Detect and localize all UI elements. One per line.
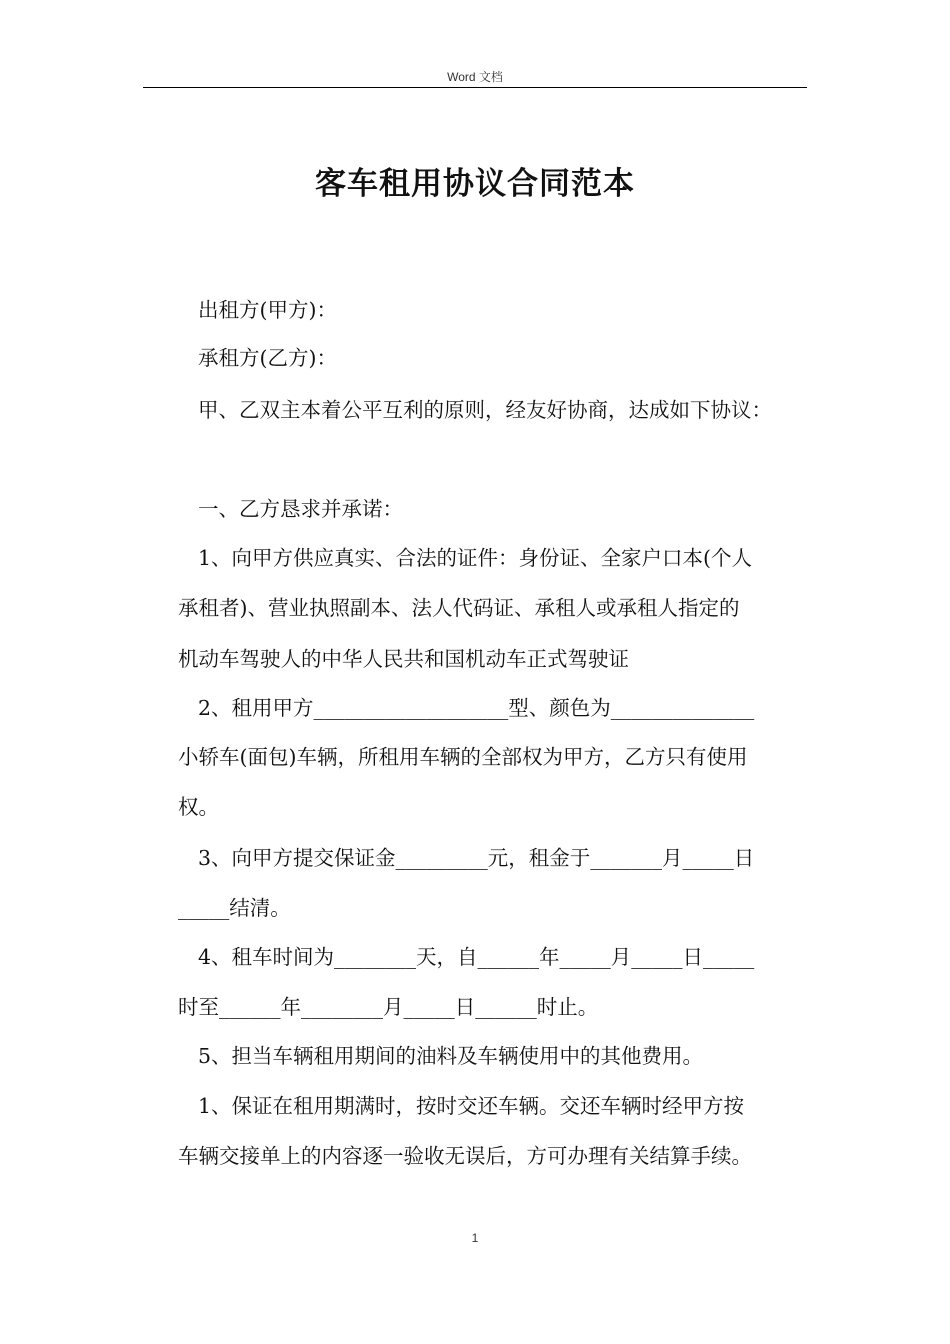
- clause-1-line-3: 机动车驾驶人的中华人民共和国机动车正式驾驶证: [178, 647, 629, 671]
- clause-1-line-2: 承租者)、营业执照副本、法人代码证、承租人或承租人指定的: [178, 596, 740, 620]
- clause-2-line-1: 2、租用甲方___________________型、颜色为______________: [198, 696, 755, 720]
- return-clause-line-2: 车辆交接单上的内容逐一验收无误后，方可办理有关结算手续。: [178, 1144, 752, 1168]
- paragraph-lessor: 出租方(甲方)：: [198, 298, 337, 322]
- clause-4-line-1: 4、租车时间为________天，自______年_____月_____日_____: [198, 945, 755, 969]
- return-clause-line-1: 1、保证在租用期满时，按时交还车辆。交还车辆时经甲方按: [198, 1094, 745, 1118]
- page-number: 1: [471, 1231, 479, 1245]
- clause-2-line-3: 权。: [178, 795, 219, 819]
- clause-2-line-2: 小轿车(面包)车辆，所租用车辆的全部权为甲方，乙方只有使用: [178, 745, 748, 769]
- clause-4-line-2: 时至______年________月_____日______时止。: [178, 995, 599, 1019]
- clause-1-line-1: 1、向甲方供应真实、合法的证件：身份证、全家户口本(个人: [198, 546, 753, 570]
- paragraph-preamble: 甲、乙双主本着公平互利的原则，经友好协商，达成如下协议：: [198, 398, 772, 422]
- header-text: Word 文档: [447, 70, 503, 84]
- section-heading-1: 一、乙方恳求并承诺：: [198, 497, 403, 521]
- clause-3-line-2: _____结清。: [178, 896, 291, 920]
- document-title: 客车租用协议合同范本: [315, 166, 635, 202]
- clause-5: 5、担当车辆租用期间的油料及车辆使用中的其他费用。: [198, 1044, 704, 1068]
- paragraph-lessee: 承租方(乙方)：: [198, 346, 337, 370]
- clause-3-line-1: 3、向甲方提交保证金_________元，租金于_______月_____日: [198, 846, 755, 870]
- header-rule: [143, 87, 807, 88]
